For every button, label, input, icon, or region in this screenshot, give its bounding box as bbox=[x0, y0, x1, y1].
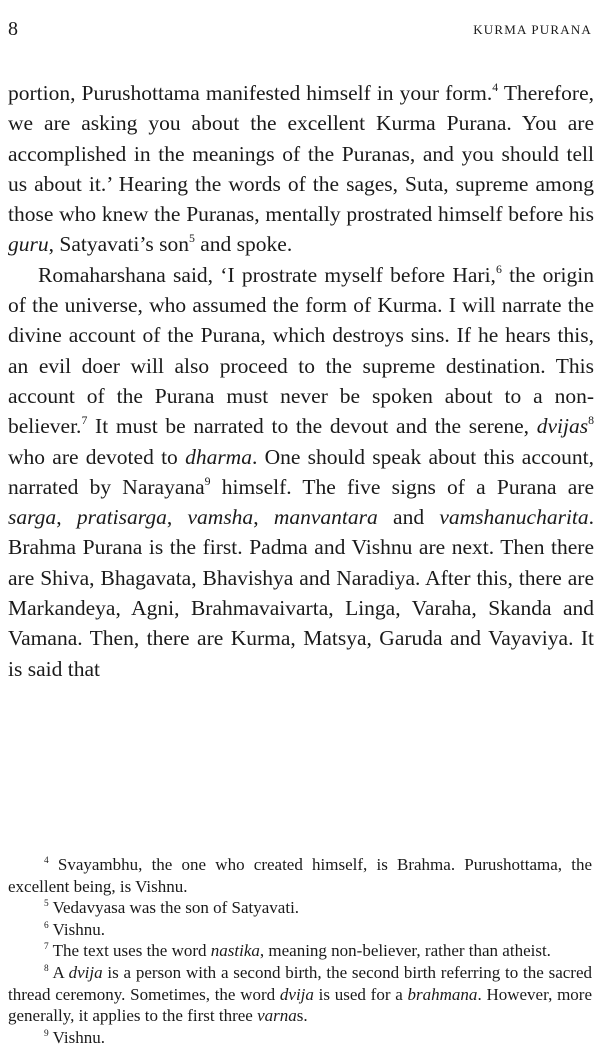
footnote-ref-5: 5 bbox=[188, 231, 195, 246]
italic-term: sarga bbox=[8, 505, 57, 530]
footnote-ref-6: 6 bbox=[495, 261, 502, 276]
footnote-8: $^8$ A dvija is a person with a second birth, the second birth referring to the sacred thread ceremony. Sometimes, the word dvija is used for a brahmana. However, more generally, it applies to the first three varnas. bbox=[8, 962, 592, 1026]
italic-term: vamsha bbox=[187, 505, 254, 530]
footnote-6: $^6$ Vishnu. bbox=[44, 919, 105, 939]
footnote-4: $^4$ Svayambhu, the one who created himself, is Brahma. Purushottama, the excellent being, is Vishnu. bbox=[8, 855, 592, 896]
body-text bbox=[8, 78, 594, 684]
running-title: KURMA PURANA bbox=[473, 22, 592, 37]
footnote-ref-4: 4 bbox=[492, 80, 499, 95]
page-header bbox=[8, 18, 592, 42]
italic-term: vamshanucharita bbox=[439, 505, 589, 530]
italic-term: manvantara bbox=[273, 505, 378, 530]
italic-term: dvijas bbox=[536, 414, 589, 439]
italic-term: dharma bbox=[185, 444, 252, 469]
italic-term: guru bbox=[8, 232, 49, 257]
footnote-5: $^5$ Vedavyasa was the son of Satyavati. bbox=[44, 898, 300, 918]
footnote-ref-7: 7 bbox=[81, 413, 88, 428]
footnote-ref-8: 8 bbox=[588, 413, 594, 428]
footnotes bbox=[8, 854, 592, 1048]
paragraph-2: Romaharshana said, ‘I prostrate myself before Hari,$^6$ the origin of the universe, who assumed the form of Kurma. I will narrate the divine account of the Purana, which destroys sins. If he hears this, an evil doer will also proceed to the supreme destination. This account of the Purana must never be spoken about to a non-believer.$^7$ It must be narrated to the devout and the serene, dvijas$^8$ who are devoted to dharma. One should speak about this account, narrated by Narayana$^9$ himself. The five signs of a Purana are sarga, pratisarga, vamsha, manvantara and vamshanucharita. Brahma Purana is the first. Padma and Vishnu are next. Then there are Shiva, Bhagavata, Bhavishya and Naradiya. After this, there are Markandeya, Agni, Brahmavaivarta, Linga, Varaha, Skanda and Vamana. Then, there are Kurma, Matsya, Garuda and Vayaviya. It is said that bbox=[8, 261, 595, 681]
page-number: 8 bbox=[8, 18, 18, 40]
footnote-9: $^9$ Vishnu. bbox=[44, 1027, 105, 1047]
footnote-ref-9: 9 bbox=[204, 474, 211, 488]
paragraph-1: portion, Purushottama manifested himself in your form.$^4$ Therefore, we are asking you about the excellent Kurma Purana. You are accomplished in the meanings of the Puranas, and you should tell us about it.’ Hearing the words of the sages, Suta, supreme among those who knew the Puranas, mentally prostrated himself before his guru, Satyavati’s son$^5$ and spoke. bbox=[8, 80, 594, 257]
footnote-7: $^7$ The text uses the word nastika, meaning non-believer, rather than atheist. bbox=[44, 941, 551, 961]
italic-term: pratisarga bbox=[76, 505, 167, 530]
